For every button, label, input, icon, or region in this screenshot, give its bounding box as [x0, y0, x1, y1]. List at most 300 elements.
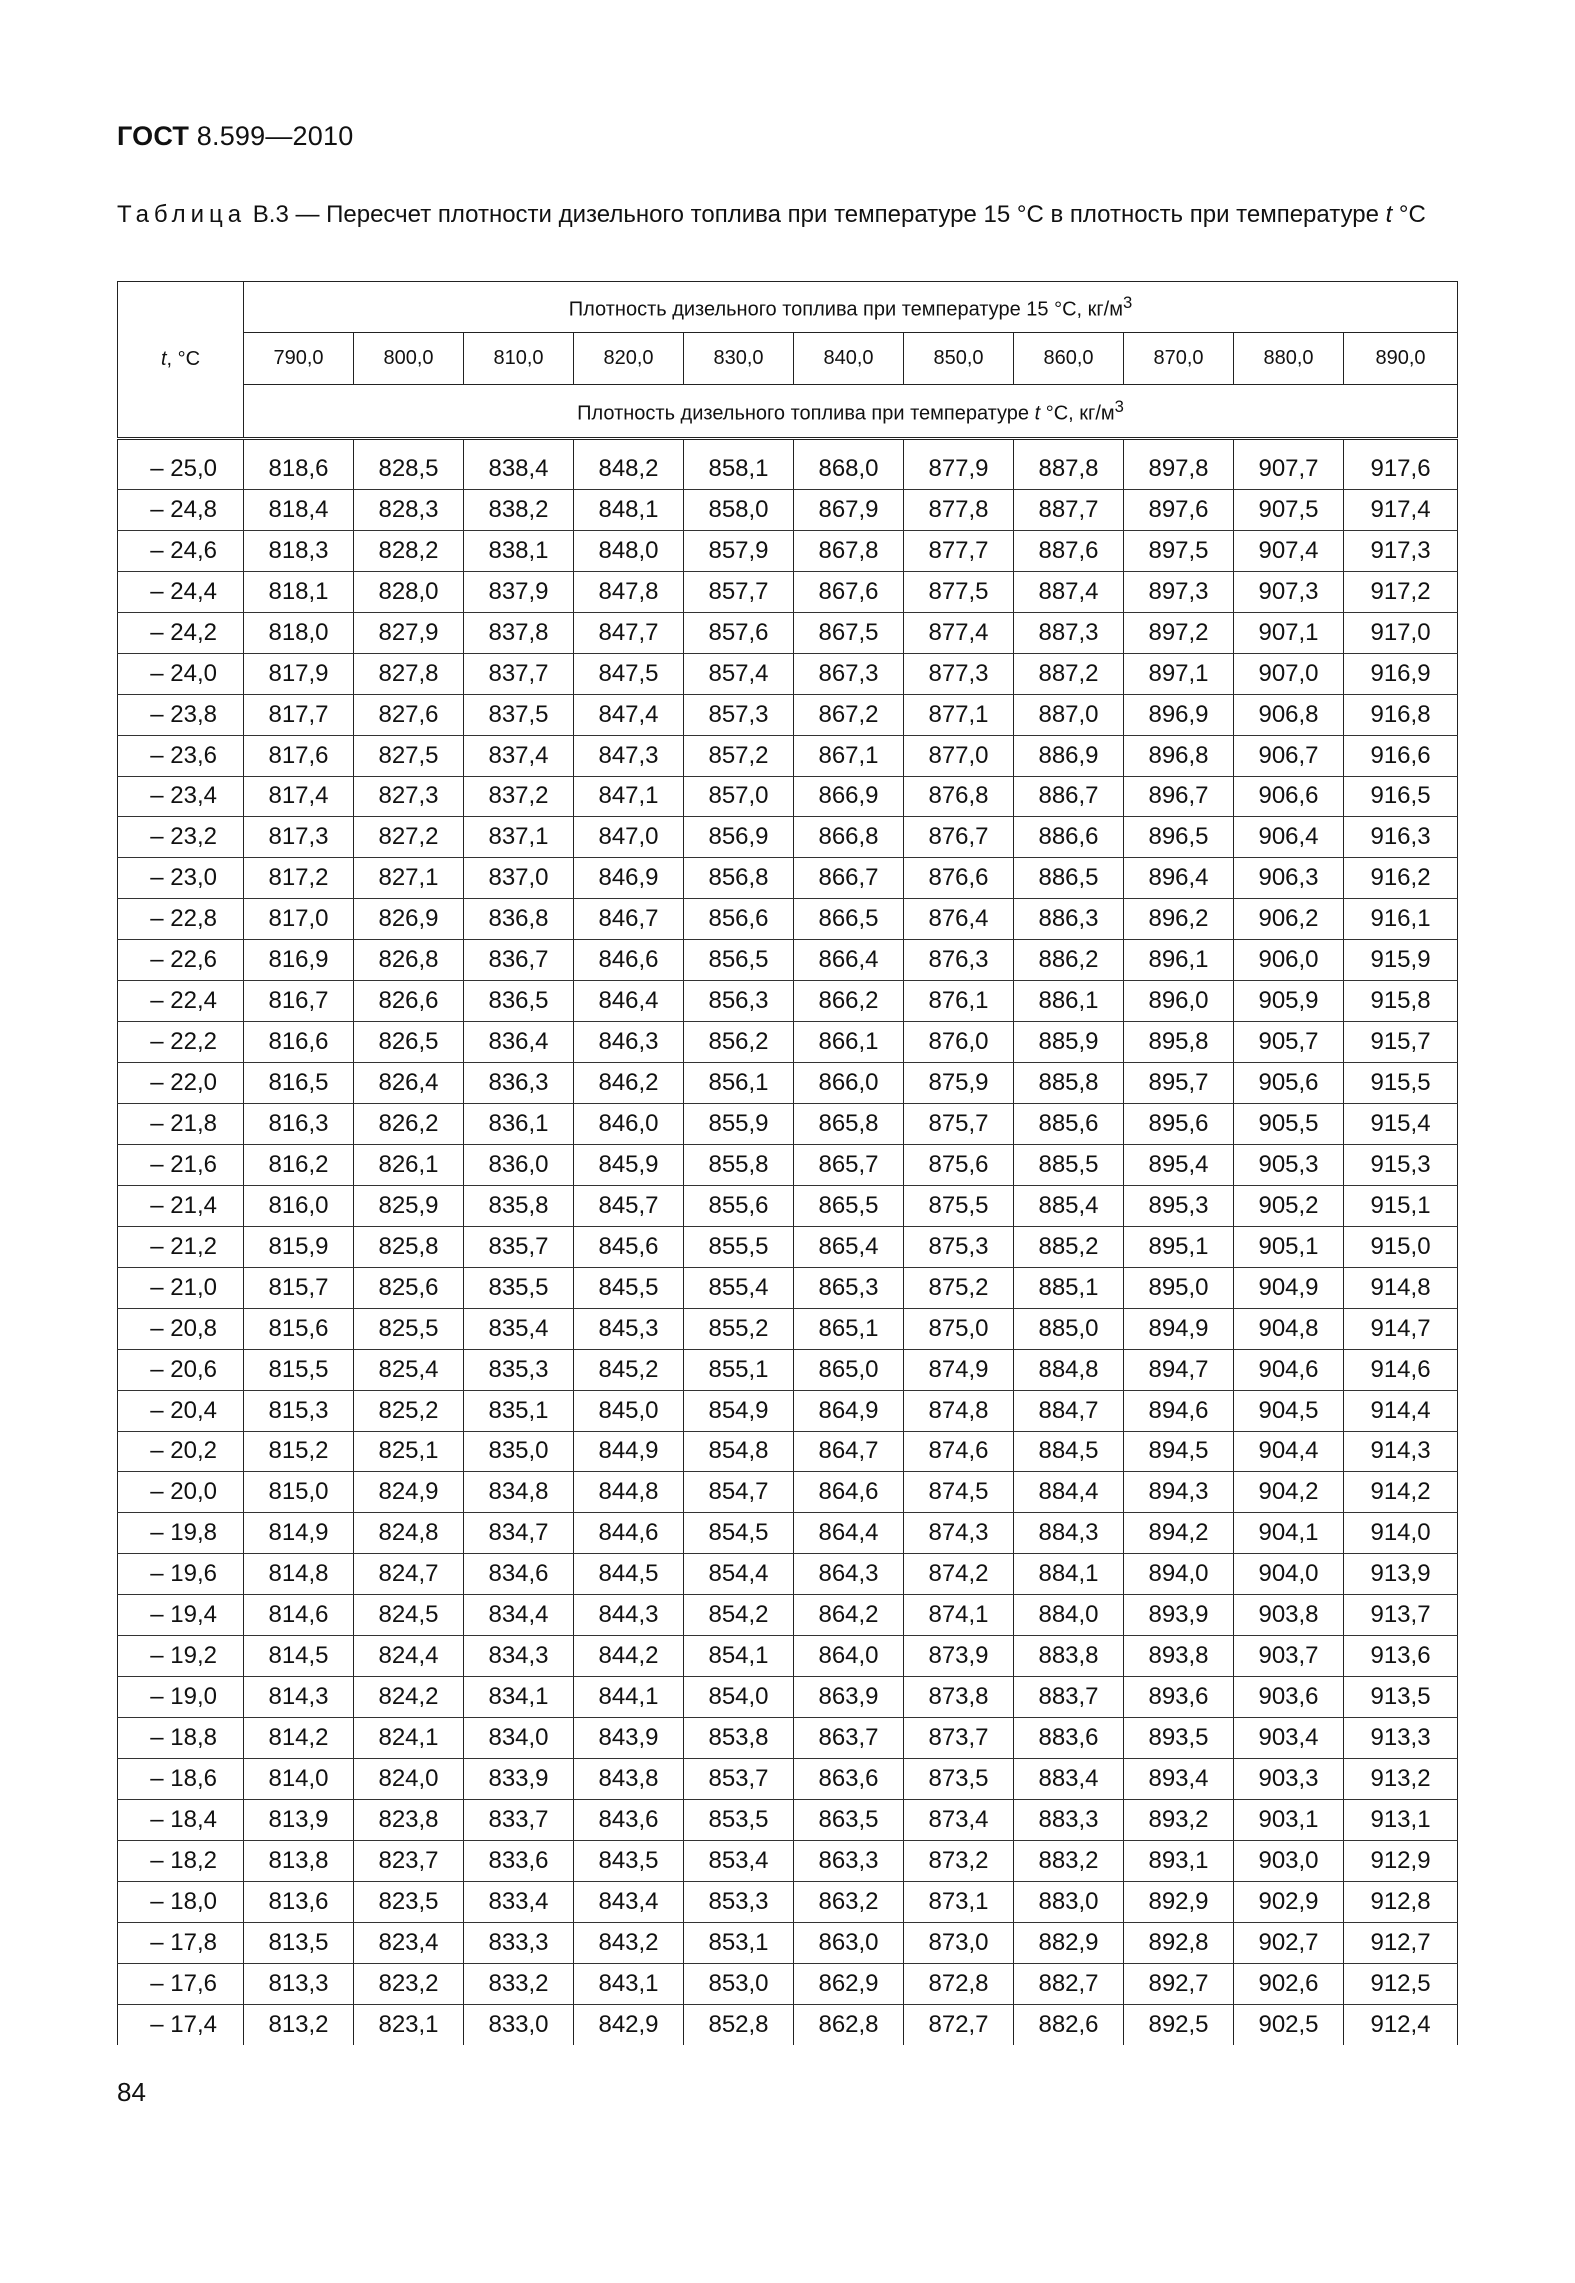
density-cell: 915,9 [1344, 940, 1458, 981]
density-cell: 917,3 [1344, 530, 1458, 571]
density-cell: 874,5 [904, 1472, 1014, 1513]
density-cell: 897,6 [1124, 489, 1234, 530]
density-cell: 817,4 [244, 776, 354, 817]
density-cell: 856,2 [684, 1022, 794, 1063]
density-cell: 896,9 [1124, 694, 1234, 735]
density-cell: 824,4 [354, 1636, 464, 1677]
table-row [118, 489, 1458, 530]
table-row [118, 571, 1458, 612]
density-cell: 825,8 [354, 1226, 464, 1267]
density-cell: 864,2 [794, 1595, 904, 1636]
density-cell: 882,6 [1014, 2004, 1124, 2044]
density-cell: 906,4 [1234, 817, 1344, 858]
density-cell: 845,7 [574, 1185, 684, 1226]
density-cell: 905,5 [1234, 1104, 1344, 1145]
density-cell: 915,7 [1344, 1022, 1458, 1063]
separator-cell [794, 439, 904, 450]
density-cell: 896,7 [1124, 776, 1234, 817]
density-cell: 836,5 [464, 981, 574, 1022]
density-cell: 912,9 [1344, 1840, 1458, 1881]
density-cell: 835,4 [464, 1308, 574, 1349]
density-cell: 912,7 [1344, 1922, 1458, 1963]
density-cell: 855,6 [684, 1185, 794, 1226]
density-cell: 897,2 [1124, 612, 1234, 653]
density-cell: 815,9 [244, 1226, 354, 1267]
density-cell: 817,6 [244, 735, 354, 776]
density-cell: 887,3 [1014, 612, 1124, 653]
density-cell: 856,6 [684, 899, 794, 940]
density-cell: 903,4 [1234, 1718, 1344, 1759]
density-cell: 846,6 [574, 940, 684, 981]
density-cell: 866,1 [794, 1022, 904, 1063]
density-cell: 884,8 [1014, 1349, 1124, 1390]
density-cell: 885,6 [1014, 1104, 1124, 1145]
density-cell: 838,2 [464, 489, 574, 530]
density-cell: 816,7 [244, 981, 354, 1022]
density-cell: 902,6 [1234, 1963, 1344, 2004]
density-cell: 902,5 [1234, 2004, 1344, 2044]
density-cell: 855,1 [684, 1349, 794, 1390]
density-cell: 876,4 [904, 899, 1014, 940]
density-cell: 885,0 [1014, 1308, 1124, 1349]
density-cell: 874,8 [904, 1390, 1014, 1431]
density-cell: 843,4 [574, 1881, 684, 1922]
density-cell: 915,8 [1344, 981, 1458, 1022]
density-cell: 894,0 [1124, 1554, 1234, 1595]
density-cell: 875,6 [904, 1144, 1014, 1185]
density-cell: 815,6 [244, 1308, 354, 1349]
density-cell: 825,6 [354, 1267, 464, 1308]
density-cell: 844,5 [574, 1554, 684, 1595]
density-cell: 856,8 [684, 858, 794, 899]
header-separator [118, 439, 1458, 450]
density-cell: 824,2 [354, 1677, 464, 1718]
density-cell: 893,8 [1124, 1636, 1234, 1677]
column-header: 850,0 [904, 333, 1014, 385]
density-cell: 877,3 [904, 653, 1014, 694]
separator-cell [244, 439, 354, 450]
table-row [118, 1349, 1458, 1390]
density-cell: 835,7 [464, 1226, 574, 1267]
density-cell: 863,7 [794, 1718, 904, 1759]
density-cell: 895,1 [1124, 1226, 1234, 1267]
density-cell: 837,2 [464, 776, 574, 817]
density-cell: 863,9 [794, 1677, 904, 1718]
density-cell: 894,9 [1124, 1308, 1234, 1349]
density-cell: 897,3 [1124, 571, 1234, 612]
density-cell: 875,2 [904, 1267, 1014, 1308]
temperature-cell: – 23,8 [118, 694, 244, 735]
density-cell: 904,6 [1234, 1349, 1344, 1390]
density-cell: 915,5 [1344, 1063, 1458, 1104]
density-cell: 873,2 [904, 1840, 1014, 1881]
density-cell: 883,3 [1014, 1799, 1124, 1840]
density-cell: 896,4 [1124, 858, 1234, 899]
density-cell: 904,1 [1234, 1513, 1344, 1554]
density-cell: 884,3 [1014, 1513, 1124, 1554]
density-cell: 885,4 [1014, 1185, 1124, 1226]
table-row [118, 940, 1458, 981]
density-cell: 833,0 [464, 2004, 574, 2044]
density-cell: 846,0 [574, 1104, 684, 1145]
density-cell: 862,8 [794, 2004, 904, 2044]
density-cell: 856,5 [684, 940, 794, 981]
density-cell: 817,7 [244, 694, 354, 735]
density-cell: 855,8 [684, 1144, 794, 1185]
density-cell: 866,7 [794, 858, 904, 899]
page-number: 84 [117, 2077, 146, 2107]
t-column-header: t, °С [118, 282, 244, 439]
density-cell: 824,0 [354, 1759, 464, 1800]
table-row [118, 1840, 1458, 1881]
density-cell: 917,4 [1344, 489, 1458, 530]
density-cell: 916,2 [1344, 858, 1458, 899]
separator-cell [1124, 439, 1234, 450]
density-cell: 894,7 [1124, 1349, 1234, 1390]
density-cell: 876,8 [904, 776, 1014, 817]
density-cell: 853,5 [684, 1799, 794, 1840]
density-cell: 865,1 [794, 1308, 904, 1349]
density-cell: 847,0 [574, 817, 684, 858]
table-row [118, 1513, 1458, 1554]
density-cell: 867,1 [794, 735, 904, 776]
density-cell: 884,7 [1014, 1390, 1124, 1431]
density-cell: 914,7 [1344, 1308, 1458, 1349]
density-cell: 826,1 [354, 1144, 464, 1185]
density-cell: 897,5 [1124, 530, 1234, 571]
density-cell: 826,9 [354, 899, 464, 940]
density-cell: 815,0 [244, 1472, 354, 1513]
temperature-cell: – 21,8 [118, 1104, 244, 1145]
density-cell: 916,8 [1344, 694, 1458, 735]
density-cell: 872,7 [904, 2004, 1014, 2044]
density-cell: 846,4 [574, 981, 684, 1022]
density-cell: 813,6 [244, 1881, 354, 1922]
table-row [118, 1799, 1458, 1840]
density-cell: 895,7 [1124, 1063, 1234, 1104]
density-cell: 875,3 [904, 1226, 1014, 1267]
column-header: 790,0 [244, 333, 354, 385]
header-density-15: Плотность дизельного топлива при температуре 15 °С, $кг/м^3$ [244, 282, 1458, 333]
density-cell: 903,0 [1234, 1840, 1344, 1881]
density-cell: 874,1 [904, 1595, 1014, 1636]
density-cell: 903,8 [1234, 1595, 1344, 1636]
density-cell: 854,8 [684, 1431, 794, 1472]
temperature-cell: – 24,4 [118, 571, 244, 612]
density-cell: 884,1 [1014, 1554, 1124, 1595]
separator-cell [1014, 439, 1124, 450]
density-cell: 903,3 [1234, 1759, 1344, 1800]
density-cell: 894,3 [1124, 1472, 1234, 1513]
density-cell: 818,4 [244, 489, 354, 530]
density-cell: 853,0 [684, 1963, 794, 2004]
density-cell: 887,7 [1014, 489, 1124, 530]
density-cell: 905,9 [1234, 981, 1344, 1022]
density-cell: 815,3 [244, 1390, 354, 1431]
temperature-cell: – 18,6 [118, 1759, 244, 1800]
density-cell: 913,3 [1344, 1718, 1458, 1759]
temperature-cell: – 21,2 [118, 1226, 244, 1267]
density-cell: 854,9 [684, 1390, 794, 1431]
density-cell: 894,5 [1124, 1431, 1234, 1472]
density-cell: 856,9 [684, 817, 794, 858]
density-cell: 867,2 [794, 694, 904, 735]
density-cell: 848,1 [574, 489, 684, 530]
density-cell: 826,5 [354, 1022, 464, 1063]
density-cell: 916,5 [1344, 776, 1458, 817]
table-row [118, 1185, 1458, 1226]
density-cell: 843,5 [574, 1840, 684, 1881]
density-cell: 834,8 [464, 1472, 574, 1513]
density-cell: 848,0 [574, 530, 684, 571]
density-cell: 865,8 [794, 1104, 904, 1145]
density-cell: 824,5 [354, 1595, 464, 1636]
temperature-cell: – 20,0 [118, 1472, 244, 1513]
density-cell: 875,5 [904, 1185, 1014, 1226]
density-cell: 846,9 [574, 858, 684, 899]
temperature-cell: – 17,8 [118, 1922, 244, 1963]
density-cell: 885,2 [1014, 1226, 1124, 1267]
density-cell: 855,2 [684, 1308, 794, 1349]
temperature-cell: – 17,4 [118, 2004, 244, 2044]
density-cell: 833,4 [464, 1881, 574, 1922]
temperature-cell: – 19,4 [118, 1595, 244, 1636]
density-cell: 827,6 [354, 694, 464, 735]
density-cell: 905,2 [1234, 1185, 1344, 1226]
separator-cell [1344, 439, 1458, 450]
density-cell: 905,3 [1234, 1144, 1344, 1185]
density-cell: 884,5 [1014, 1431, 1124, 1472]
density-cell: 874,3 [904, 1513, 1014, 1554]
density-cell: 826,8 [354, 940, 464, 981]
density-cell: 857,2 [684, 735, 794, 776]
density-cell: 906,2 [1234, 899, 1344, 940]
density-cell: 875,7 [904, 1104, 1014, 1145]
density-cell: 834,1 [464, 1677, 574, 1718]
density-cell: 823,7 [354, 1840, 464, 1881]
table-row [118, 653, 1458, 694]
density-cell: 893,4 [1124, 1759, 1234, 1800]
density-cell: 913,6 [1344, 1636, 1458, 1677]
density-cell: 858,1 [684, 449, 794, 489]
density-cell: 893,5 [1124, 1718, 1234, 1759]
density-cell: 816,9 [244, 940, 354, 981]
separator-cell [118, 439, 244, 450]
density-cell: 917,2 [1344, 571, 1458, 612]
temperature-cell: – 24,6 [118, 530, 244, 571]
density-cell: 863,6 [794, 1759, 904, 1800]
density-cell: 814,8 [244, 1554, 354, 1595]
density-cell: 863,2 [794, 1881, 904, 1922]
temperature-cell: – 23,2 [118, 817, 244, 858]
table-row [118, 1922, 1458, 1963]
density-cell: 874,9 [904, 1349, 1014, 1390]
density-cell: 853,1 [684, 1922, 794, 1963]
table-row [118, 1595, 1458, 1636]
density-cell: 906,8 [1234, 694, 1344, 735]
density-cell: 895,0 [1124, 1267, 1234, 1308]
table-row [118, 1431, 1458, 1472]
temperature-cell: – 19,0 [118, 1677, 244, 1718]
density-cell: 886,9 [1014, 735, 1124, 776]
density-cell: 857,3 [684, 694, 794, 735]
density-cell: 838,4 [464, 449, 574, 489]
density-cell: 857,0 [684, 776, 794, 817]
density-cell: 828,2 [354, 530, 464, 571]
temperature-cell: – 22,2 [118, 1022, 244, 1063]
density-cell: 825,1 [354, 1431, 464, 1472]
density-cell: 896,5 [1124, 817, 1234, 858]
density-cell: 846,7 [574, 899, 684, 940]
density-cell: 896,2 [1124, 899, 1234, 940]
density-cell: 866,2 [794, 981, 904, 1022]
density-cell: 845,0 [574, 1390, 684, 1431]
density-cell: 866,8 [794, 817, 904, 858]
density-cell: 904,0 [1234, 1554, 1344, 1595]
column-header: 840,0 [794, 333, 904, 385]
column-values-row [118, 333, 1458, 385]
density-cell: 896,8 [1124, 735, 1234, 776]
density-cell: 887,2 [1014, 653, 1124, 694]
density-cell: 836,1 [464, 1104, 574, 1145]
density-cell: 844,1 [574, 1677, 684, 1718]
density-cell: 836,4 [464, 1022, 574, 1063]
density-cell: 876,3 [904, 940, 1014, 981]
density-cell: 905,7 [1234, 1022, 1344, 1063]
density-cell: 825,4 [354, 1349, 464, 1390]
density-cell: 816,5 [244, 1063, 354, 1104]
density-cell: 834,4 [464, 1595, 574, 1636]
temperature-cell: – 21,4 [118, 1185, 244, 1226]
density-cell: 913,5 [1344, 1677, 1458, 1718]
separator-cell [1234, 439, 1344, 450]
document-header [117, 121, 353, 152]
density-cell: 903,6 [1234, 1677, 1344, 1718]
table-row [118, 1472, 1458, 1513]
density-cell: 845,2 [574, 1349, 684, 1390]
density-cell: 835,0 [464, 1431, 574, 1472]
density-cell: 904,4 [1234, 1431, 1344, 1472]
density-table [117, 281, 1458, 2045]
density-cell: 844,8 [574, 1472, 684, 1513]
density-cell: 828,3 [354, 489, 464, 530]
density-cell: 823,1 [354, 2004, 464, 2044]
density-cell: 864,6 [794, 1472, 904, 1513]
density-cell: 914,0 [1344, 1513, 1458, 1554]
temperature-cell: – 21,0 [118, 1267, 244, 1308]
density-cell: 818,1 [244, 571, 354, 612]
density-cell: 837,0 [464, 858, 574, 899]
density-cell: 827,8 [354, 653, 464, 694]
density-cell: 813,2 [244, 2004, 354, 2044]
density-cell: 857,9 [684, 530, 794, 571]
separator-cell [574, 439, 684, 450]
density-cell: 825,2 [354, 1390, 464, 1431]
density-cell: 906,0 [1234, 940, 1344, 981]
density-cell: 907,0 [1234, 653, 1344, 694]
column-header: 870,0 [1124, 333, 1234, 385]
temperature-cell: – 20,4 [118, 1390, 244, 1431]
density-cell: 867,9 [794, 489, 904, 530]
temperature-cell: – 21,6 [118, 1144, 244, 1185]
density-cell: 914,4 [1344, 1390, 1458, 1431]
temperature-cell: – 18,8 [118, 1718, 244, 1759]
density-cell: 884,4 [1014, 1472, 1124, 1513]
density-cell: 836,3 [464, 1063, 574, 1104]
density-cell: 873,8 [904, 1677, 1014, 1718]
density-cell: 876,1 [904, 981, 1014, 1022]
density-cell: 827,2 [354, 817, 464, 858]
temperature-cell: – 20,8 [118, 1308, 244, 1349]
density-cell: 894,2 [1124, 1513, 1234, 1554]
temperature-cell: – 22,4 [118, 981, 244, 1022]
density-cell: 833,3 [464, 1922, 574, 1963]
density-cell: 893,2 [1124, 1799, 1234, 1840]
column-header: 880,0 [1234, 333, 1344, 385]
density-cell: 896,1 [1124, 940, 1234, 981]
density-cell: 837,5 [464, 694, 574, 735]
density-cell: 836,0 [464, 1144, 574, 1185]
density-cell: 892,7 [1124, 1963, 1234, 2004]
density-cell: 827,9 [354, 612, 464, 653]
density-cell: 855,9 [684, 1104, 794, 1145]
density-cell: 814,2 [244, 1718, 354, 1759]
temperature-cell: – 17,6 [118, 1963, 244, 2004]
density-cell: 865,5 [794, 1185, 904, 1226]
density-cell: 904,5 [1234, 1390, 1344, 1431]
density-cell: 897,8 [1124, 449, 1234, 489]
density-cell: 886,3 [1014, 899, 1124, 940]
density-cell: 883,8 [1014, 1636, 1124, 1677]
density-cell: 886,5 [1014, 858, 1124, 899]
density-cell: 837,9 [464, 571, 574, 612]
density-cell: 872,8 [904, 1963, 1014, 2004]
temperature-cell: – 18,4 [118, 1799, 244, 1840]
caption-unit: °С [1392, 201, 1426, 228]
density-cell: 907,1 [1234, 612, 1344, 653]
density-cell: 824,9 [354, 1472, 464, 1513]
density-cell: 826,4 [354, 1063, 464, 1104]
density-cell: 875,0 [904, 1308, 1014, 1349]
density-cell: 823,4 [354, 1922, 464, 1963]
table-row [118, 735, 1458, 776]
density-cell: 886,2 [1014, 940, 1124, 981]
temperature-cell: – 18,0 [118, 1881, 244, 1922]
density-cell: 813,3 [244, 1963, 354, 2004]
temperature-cell: – 25,0 [118, 449, 244, 489]
density-cell: 876,6 [904, 858, 1014, 899]
density-cell: 852,8 [684, 2004, 794, 2044]
density-cell: 825,5 [354, 1308, 464, 1349]
density-cell: 864,3 [794, 1554, 904, 1595]
density-cell: 917,0 [1344, 612, 1458, 653]
density-cell: 853,8 [684, 1718, 794, 1759]
density-cell: 903,1 [1234, 1799, 1344, 1840]
temperature-cell: – 19,6 [118, 1554, 244, 1595]
density-cell: 886,1 [1014, 981, 1124, 1022]
density-cell: 873,4 [904, 1799, 1014, 1840]
temperature-cell: – 22,8 [118, 899, 244, 940]
density-cell: 877,1 [904, 694, 1014, 735]
density-cell: 863,0 [794, 1922, 904, 1963]
density-cell: 912,5 [1344, 1963, 1458, 2004]
density-cell: 883,4 [1014, 1759, 1124, 1800]
density-cell: 882,7 [1014, 1963, 1124, 2004]
density-cell: 912,4 [1344, 2004, 1458, 2044]
density-cell: 834,0 [464, 1718, 574, 1759]
table-row [118, 1226, 1458, 1267]
table-row [118, 1022, 1458, 1063]
